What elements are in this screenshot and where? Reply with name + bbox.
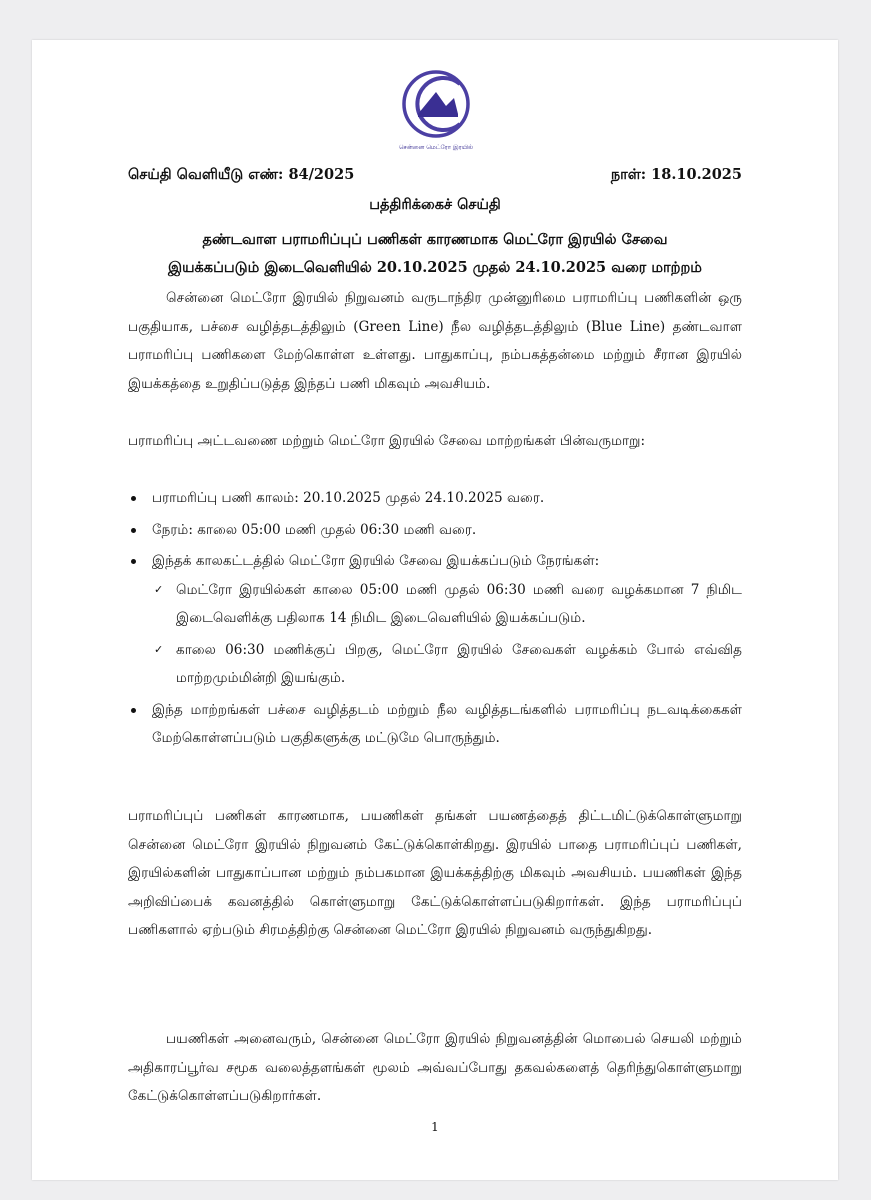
sub-list-item: ✓ காலை 06:30 மணிக்குப் பிறகு, மெட்ரோ இரயில் சேவைகள் வழக்கம் போல் எவ்வித மாற்றமும்மின்றி இயங்கும். [152,636,742,693]
paragraph-schedule-intro: பராமரிப்பு அட்டவணை மற்றும் மெட்ரோ இரயில் சேவை மாற்றங்கள் பின்வருமாறு: [128,433,646,449]
release-number: செய்தி வெளியீடு எண்: 84/2025 [128,166,355,183]
paragraph-passenger-request: பராமரிப்புப் பணிகள் காரணமாக, பயணிகள் தங்கள் பயணத்தைத் திட்டமிட்டுக்கொள்ளுமாறு சென்னை மெட்ரோ இரயில் நிறுவனம் கேட்டுக்கொள்கிறது. இரயில் பாதை பராமரிப்புப் பணிகள், இரயில்களின் பாதுகாப்பான மற்றும் நம்பகமான இயக்கத்திற்கு மிகவும் அவசியம். பயணிகள் இந்த அறிவிப்பைக் கவனத்தில் கொள்ளுமாறு கேட்டுக்கொள்ளப்படுகிறார்கள். இந்த பராமரிப்புப் பணிகளால் ஏற்படும் சிரமத்திற்கு சென்னை மெட்ரோ இரயில் நிறுவனம் வருந்துகிறது. [128,808,742,938]
schedule-list [128,484,742,756]
logo-caption: சென்னை மெட்ரோ இரயில் [399,144,473,151]
subject-heading [128,226,742,282]
list-item: பராமரிப்பு பணி காலம்: 20.10.2025 முதல் 24.10.2025 வரை. [128,484,742,513]
release-date: நாள்: 18.10.2025 [610,166,742,183]
paragraph-updates: பயணிகள் அனைவரும், சென்னை மெட்ரோ இரயில் நிறுவனத்தின் மொபைல் செயலி மற்றும் அதிகாரப்பூர்வ சமூக வலைத்தளங்கள் மூலம் அவ்வப்போது தகவல்களைத் தெரிந்துகொள்ளுமாறு கேட்டுக்கொள்ளப்படுகிறார்கள். [128,1031,742,1104]
header-line [128,166,742,185]
chennai-metro-logo-icon [398,68,474,152]
list-item: நேரம்: காலை 05:00 மணி முதல் 06:30 மணி வரை. [128,516,742,545]
list-item: இந்த மாற்றங்கள் பச்சை வழித்தடம் மற்றும் நீல வழித்தடங்களில் பராமரிப்பு நடவடிக்கைகள் மேற்கொள்ளப்படும் பகுதிகளுக்கு மட்டுமே பொருந்தும். [128,696,742,753]
paragraph-intro: சென்னை மெட்ரோ இரயில் நிறுவனம் வருடாந்திர முன்னுரிமை பராமரிப்பு பணிகளின் ஒரு பகுதியாக, பச்சை வழித்தடத்திலும் (Green Line) நீல வழித்தடத்திலும் (Blue Line) தண்டவாள பராமரிப்பு பணிகளை மேற்கொள்ள உள்ளது. பாதுகாப்பு, நம்பகத்தன்மை மற்றும் சீரான இரயில் இயக்கத்தை உறுதிப்படுத்த இந்தப் பணி மிகவும் அவசியம். [128,290,742,392]
list-item [128,547,742,693]
doc-type-heading: பத்திரிக்கைச் செய்தி [369,196,501,213]
subject-line-2: இயக்கப்படும் இடைவெளியில் 20.10.2025 முதல் 24.10.2025 வரை மாற்றம் [168,259,702,276]
logo [398,68,474,152]
document-page [32,40,838,1180]
page-number: 1 [431,1120,439,1134]
sub-list [152,576,742,693]
subject-line-1: தண்டவாள பராமரிப்புப் பணிகள் காரணமாக மெட்ரோ இரயில் சேவை [202,231,668,248]
sub-list-item: ✓ மெட்ரோ இரயில்கள் காலை 05:00 மணி முதல் 06:30 மணி வரை வழக்கமான 7 நிமிட இடைவெளிக்கு பதிலாக 14 நிமிட இடைவெளியில் இயக்கப்படும். [152,576,742,633]
list-item-label: இந்தக் காலகட்டத்தில் மெட்ரோ இரயில் சேவை இயக்கப்படும் நேரங்கள்: [152,553,600,569]
